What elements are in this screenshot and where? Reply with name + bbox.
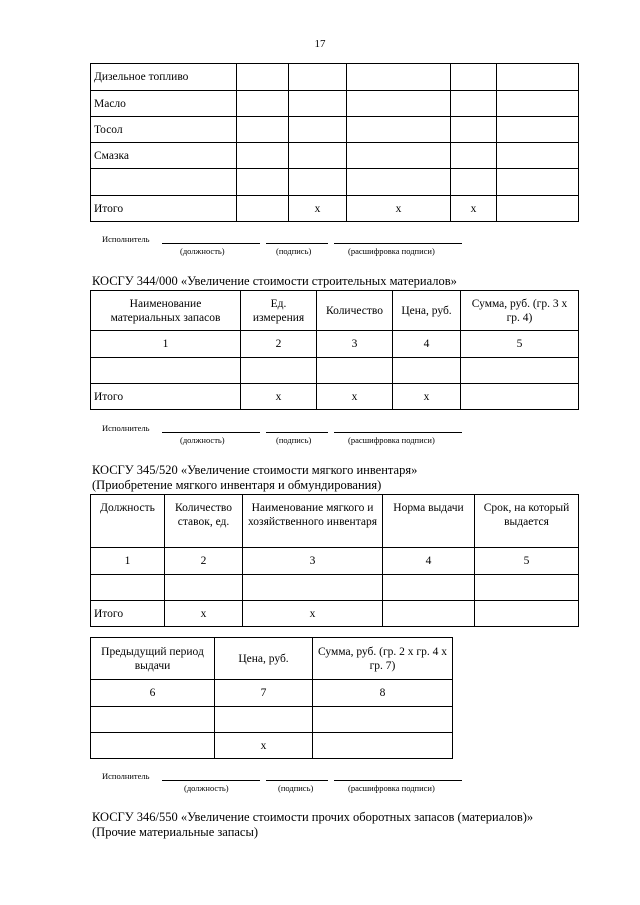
column-number: 5 [461, 331, 579, 358]
sign-caption: (подпись) [278, 783, 314, 793]
table-cell [237, 196, 289, 222]
table-cell [237, 143, 289, 169]
soft-inventory-table [90, 494, 579, 627]
column-header: Сумма, руб. (гр. 2 х гр. 4 х гр. 7) [313, 638, 453, 680]
fuel-table [90, 63, 579, 222]
row-label: Итого [91, 384, 241, 410]
table-cell [289, 143, 347, 169]
column-header: Цена, руб. [215, 638, 313, 680]
decoding-line [334, 432, 462, 433]
row-label: Масло [91, 91, 237, 117]
table-cell [451, 117, 497, 143]
table-cell [347, 91, 451, 117]
table-cell [347, 117, 451, 143]
table-cell [289, 64, 347, 91]
column-header: Цена, руб. [393, 291, 461, 331]
row-label: Тосол [91, 117, 237, 143]
table-cell: x [165, 601, 243, 627]
page-number: 17 [314, 38, 326, 50]
executor-label: Исполнитель [102, 423, 150, 433]
table-cell: x [393, 384, 461, 410]
position-caption: (должность) [180, 435, 225, 445]
table-cell [451, 91, 497, 117]
decoding-line [334, 243, 462, 244]
executor-label: Исполнитель [102, 234, 150, 244]
table-row-total [91, 601, 579, 627]
decoding-caption: (расшифровка подписи) [348, 783, 435, 793]
section-344-title: КОСГУ 344/000 «Увеличение стоимости строительных материалов» [92, 274, 457, 288]
table-row [91, 64, 579, 91]
sign-line [266, 780, 328, 781]
table-cell [461, 384, 579, 410]
table-cell: x [451, 196, 497, 222]
signature-block [102, 234, 472, 258]
section-346-title: КОСГУ 346/550 «Увеличение стоимости прочих оборотных запасов (материалов)» [92, 810, 534, 824]
column-header: Срок, на который выдается [475, 495, 579, 548]
decoding-caption: (расшифровка подписи) [348, 435, 435, 445]
row-label [91, 169, 237, 196]
column-number: 4 [383, 548, 475, 575]
row-label: Итого [91, 601, 165, 627]
column-number: 2 [241, 331, 317, 358]
table-cell [347, 169, 451, 196]
table-row [91, 143, 579, 169]
table-cell: x [317, 384, 393, 410]
table-cell [497, 64, 579, 91]
table-cell [289, 117, 347, 143]
table-cell [497, 143, 579, 169]
column-header: Предыдущий период выдачи [91, 638, 215, 680]
table-cell [497, 91, 579, 117]
row-label: Дизельное топливо [91, 64, 237, 91]
table-number-row [91, 680, 453, 707]
table-cell [347, 143, 451, 169]
table-cell [497, 196, 579, 222]
table-row-total [91, 384, 579, 410]
sign-caption: (подпись) [276, 246, 312, 256]
table-cell [497, 117, 579, 143]
column-header: Норма выдачи [383, 495, 475, 548]
position-line [162, 432, 260, 433]
signature-block [102, 423, 472, 447]
table-cell: x [243, 601, 383, 627]
table-cell [237, 169, 289, 196]
executor-label: Исполнитель [102, 771, 150, 781]
table-cell: x [241, 384, 317, 410]
column-number: 1 [91, 331, 241, 358]
table-cell: x [215, 733, 313, 759]
column-header: Ед. измерения [241, 291, 317, 331]
position-line [162, 243, 260, 244]
signature-block [102, 771, 472, 795]
table-cell: x [289, 196, 347, 222]
column-number: 4 [393, 331, 461, 358]
column-number: 1 [91, 548, 165, 575]
sign-caption: (подпись) [276, 435, 312, 445]
table-row [91, 117, 579, 143]
position-caption: (должность) [184, 783, 229, 793]
column-number: 7 [215, 680, 313, 707]
table-cell [451, 143, 497, 169]
column-number: 3 [317, 331, 393, 358]
soft-inventory-table-continued [90, 637, 453, 759]
decoding-line [334, 780, 462, 781]
column-number: 8 [313, 680, 453, 707]
section-346-subtitle: (Прочие материальные запасы) [92, 825, 259, 839]
table-cell [497, 169, 579, 196]
section-345-subtitle: (Приобретение мягкого инвентаря и обмундирования) [92, 478, 382, 492]
section-345-title: КОСГУ 345/520 «Увеличение стоимости мягкого инвентаря» [92, 463, 418, 477]
column-number: 2 [165, 548, 243, 575]
table-number-row [91, 548, 579, 575]
table-cell: x [347, 196, 451, 222]
table-header-row [91, 638, 453, 680]
row-label: Итого [91, 196, 237, 222]
column-header: Наименование мягкого и хозяйственного инвентаря [243, 495, 383, 548]
table-cell [237, 117, 289, 143]
column-header: Наименование материальных запасов [91, 291, 241, 331]
column-header: Должность [91, 495, 165, 548]
column-number: 5 [475, 548, 579, 575]
table-cell [237, 64, 289, 91]
table-cell [289, 169, 347, 196]
table-number-row [91, 331, 579, 358]
table-cell [91, 733, 215, 759]
construction-materials-table [90, 290, 579, 410]
table-row [91, 358, 579, 384]
table-cell [347, 64, 451, 91]
table-header-row [91, 495, 579, 548]
column-number: 3 [243, 548, 383, 575]
sign-line [266, 432, 328, 433]
table-cell [313, 733, 453, 759]
table-cell [451, 64, 497, 91]
table-cell [237, 91, 289, 117]
position-caption: (должность) [180, 246, 225, 256]
column-header: Количество [317, 291, 393, 331]
sign-line [266, 243, 328, 244]
table-row [91, 575, 579, 601]
table-row [91, 91, 579, 117]
decoding-caption: (расшифровка подписи) [348, 246, 435, 256]
table-cell [475, 601, 579, 627]
table-row-total [91, 196, 579, 222]
table-row [91, 707, 453, 733]
column-header: Сумма, руб. (гр. 3 х гр. 4) [461, 291, 579, 331]
column-number: 6 [91, 680, 215, 707]
table-row [91, 169, 579, 196]
table-cell [289, 91, 347, 117]
table-row-total [91, 733, 453, 759]
table-cell [451, 169, 497, 196]
table-cell [383, 601, 475, 627]
position-line [162, 780, 260, 781]
table-header-row [91, 291, 579, 331]
column-header: Количество ставок, ед. [165, 495, 243, 548]
row-label: Смазка [91, 143, 237, 169]
